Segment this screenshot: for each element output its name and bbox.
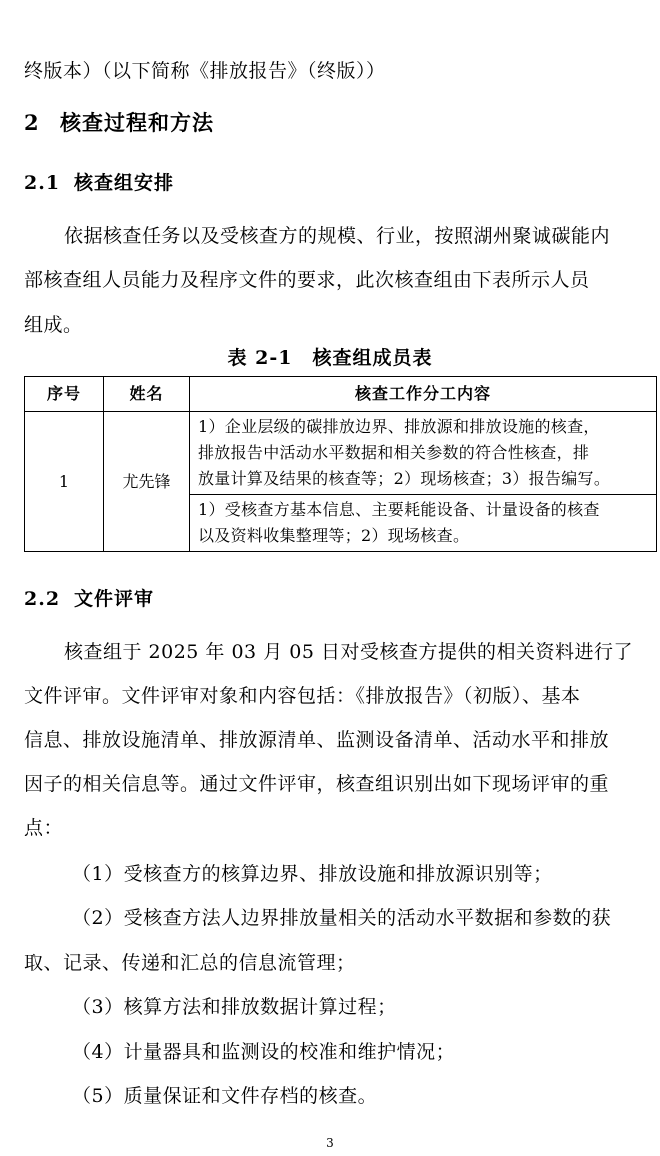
section-title: 核查过程和方法 (60, 110, 214, 135)
page-number: 3 (326, 1136, 334, 1150)
section-title: 文件评审 (74, 588, 155, 610)
header-name: 姓名 (104, 377, 190, 412)
table-header-row (25, 377, 657, 412)
header-seq: 序号 (25, 377, 104, 412)
cell-line: 放量计算及结果的核查等；2）现场核查；3）报告编写。 (198, 469, 611, 488)
paragraph-line: 核查组于 2025 年 03 月 05 日对受核查方提供的相关资料进行了 (64, 641, 633, 663)
paragraph-line: 信息、排放设施清单、排放源清单、监测设备清单、活动水平和排放 (24, 729, 610, 751)
team-members-table (24, 376, 657, 552)
table-row (25, 412, 657, 495)
list-item: （2）受核查方法人边界排放量相关的活动水平数据和参数的获 (72, 907, 612, 929)
section-2-1-heading (24, 170, 174, 196)
paragraph-line: 因子的相关信息等。通过文件评审，核查组识别出如下现场评审的重 (24, 773, 610, 795)
paragraph-line: 依据核查任务以及受核查方的规模、行业，按照湖州聚诚碳能内 (64, 225, 611, 247)
section-number: 2.1 (24, 172, 61, 194)
paragraph-line: 文件评审。文件评审对象和内容包括：《排放报告》（初版）、基本 (24, 685, 581, 707)
cell-line: 以及资料收集整理等；2）现场核查。 (198, 526, 470, 545)
table-caption: 表 2-1 核查组成员表 (227, 347, 433, 369)
paragraph-line: 点： (24, 817, 64, 839)
section-number: 2 (24, 110, 40, 135)
cell-line: 1）受核查方基本信息、主要耗能设备、计量设备的核查 (198, 500, 600, 519)
cell-line: 排放报告中活动水平数据和相关参数的符合性核查，排 (198, 443, 590, 462)
section-number: 2.2 (24, 588, 61, 610)
list-item: （1）受核查方的核算边界、排放设施和排放源识别等； (72, 863, 553, 885)
list-item-continuation: 取、记录、传递和汇总的信息流管理； (24, 952, 356, 974)
list-item: （3）核算方法和排放数据计算过程； (72, 996, 397, 1018)
header-content: 核查工作分工内容 (190, 377, 657, 412)
section-2-2-heading (24, 586, 154, 612)
section-2-heading (24, 109, 214, 137)
cell-seq: 1 (25, 412, 104, 552)
cell-content-b (190, 495, 657, 552)
paragraph-line: 组成。 (24, 314, 83, 336)
section-title: 核查组安排 (74, 172, 175, 194)
intro-line: 终版本）（以下简称《排放报告》（终版）） (24, 60, 386, 82)
paragraph-line: 部核查组人员能力及程序文件的要求，此次核查组由下表所示人员 (24, 269, 590, 291)
list-item: （5）质量保证和文件存档的核查。 (72, 1085, 378, 1107)
list-item: （4）计量器具和监测设的校准和维护情况； (72, 1041, 456, 1063)
cell-line: 1）企业层级的碳排放边界、排放源和排放设施的核查， (198, 417, 600, 436)
cell-content-a (190, 412, 657, 495)
cell-name: 尤先锋 (104, 412, 190, 552)
